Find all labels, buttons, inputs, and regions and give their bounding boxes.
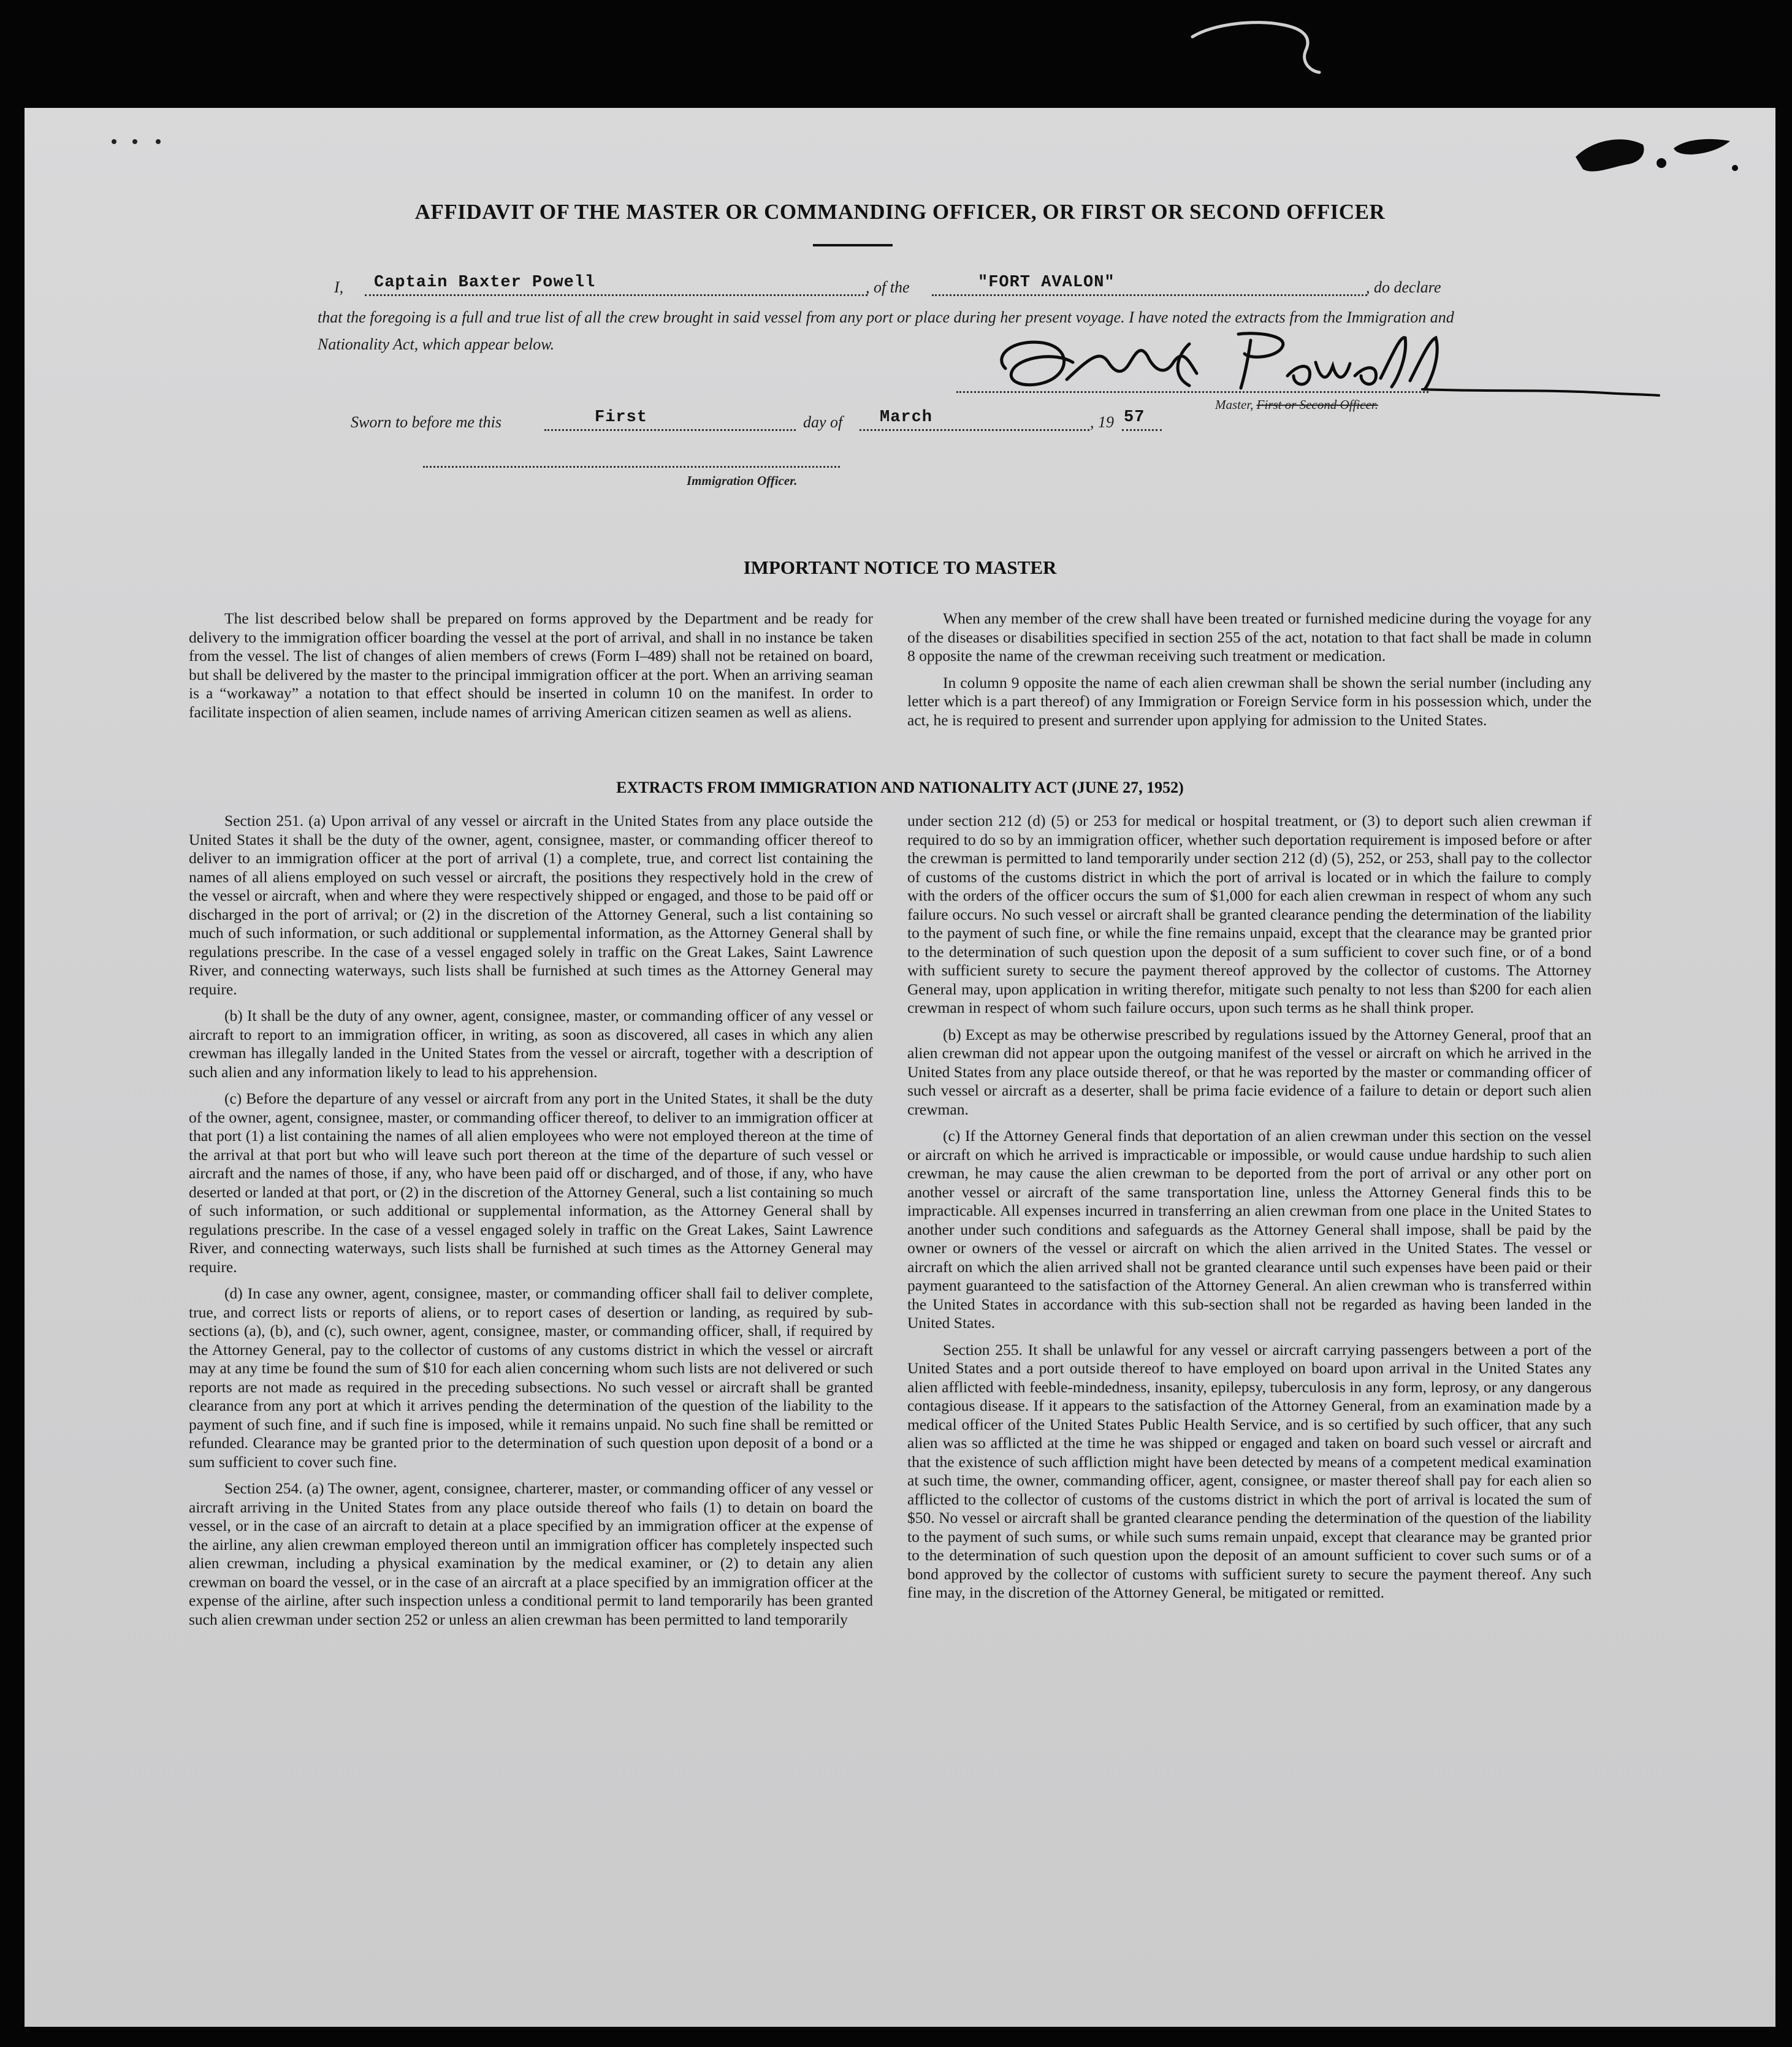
ink-blot-mark (1569, 126, 1753, 181)
act-paragraph: (b) It shall be the duty of any owner, agent, consignee, master, or commanding officer of any vessel or aircraft to report to an immigration officer, in writing, as soon as discovered, all cases in which any alien crewman has illegally landed in the United States from the vessel or aircraft, together with a description of such alien and any information likely to lead to his apprehension. (189, 1007, 873, 1081)
act-paragraph: (d) In case any owner, agent, consignee, master, or commanding officer shall fail to deliver complete, true, and correct lists or reports of aliens, or to report cases of desertion or landing, as required by sub-sections (a), (b), and (c), such owner, agent, consignee, master, or commanding officer, shall, if required by the Attorney General, pay to the collector of customs of any customs district in which the vessel or aircraft may at any time be found the sum of $10 for each alien concerning whom such lists are not delivered or such reports are not made as required in the preceding subsections. No such vessel or aircraft shall be granted clearance from any port at which it arrives pending the determination of the question of the liability to the payment of such fine, and if such fine is imposed, while it remains unpaid. No such fine shall be remitted or refunded. Clearance may be granted prior to the determination of such question upon deposit of a bond or a sum sufficient to cover such fine. (189, 1284, 873, 1471)
declarant-name-value: Captain Baxter Powell (374, 273, 596, 292)
signature-title-label (1215, 397, 1378, 413)
act-paragraph: Section 254. (a) The owner, agent, consignee, charterer, master, or commanding officer of any vessel or aircraft arriving in the United States from any place outside thereof who fails (1) to detain on board the vessel, or in the case of an aircraft to detain at a place specified by an immigration officer at the expense of the airline, any alien crewman employed thereon until an immigration officer has completely inspected such alien crewman, including a physical examination by the medical examiner, or (2) to detain any alien crewman on board the vessel, or in the case of an aircraft at a place specified by an immigration officer at the expense of the airline, after such inspection unless a conditional permit to land temporarily has been granted such alien crewman under section 252 or unless an alien crewman has been permitted to land temporarily (189, 1479, 873, 1628)
act-paragraph: (c) Before the departure of any vessel or aircraft from any port in the United States, it shall be the duty of the owner, agent, consignee, master, or commanding officer thereof, to deliver to an immigration officer at that port (1) a list containing the names of all alien employees who were not employed thereon at the time of the arrival at that port but who will leave such port thereon at the time of the departure of such vessel or aircraft and the names of those, if any, who have been paid off or discharged, and of those, if any, who have deserted or landed at that port, or (2) in the discretion of the Attorney General, such a list containing so much of such information, or such additional or supplemental information, as the Attorney General shall by regulations prescribe. In the case of a vessel engaged solely in traffic on the Great Lakes, Saint Lawrence River, and connecting waterways, such lists shall be furnished at such times as the Attorney General may require. (189, 1089, 873, 1276)
paper-speck-dots (110, 137, 202, 149)
extracts-title: EXTRACTS FROM IMMIGRATION AND NATIONALITY ACT (JUNE 27, 1952) (616, 779, 1184, 796)
sworn-label: Sworn to before me this (351, 413, 502, 431)
act-paragraph: Section 251. (a) Upon arrival of any vessel or aircraft in the United States from any place outside the United States it shall be the duty of the owner, agent, consignee, master, or commanding officer thereof to deliver to an immigration officer at the port of arrival (1) a complete, true, and correct list containing the names of all aliens employed on such vessel or aircraft, the positions they respectively hold in the crew of the vessel or aircraft, when and where they were respectively shipped or engaged, and those to be paid off or discharged in the port of arrival; or (2) in the discretion of the Attorney General, such a list containing so much of such information, or such additional or supplemental information, as the Attorney General shall by regulations prescribe. In the case of a vessel engaged solely in traffic on the Great Lakes, Saint Lawrence River, and connecting waterways, such lists shall be furnished at such times as the Attorney General may require. (189, 812, 873, 998)
notice-paragraph: When any member of the crew shall have been treated or furnished medicine during the voyage for any of the diseases or disabilities specified in section 255 of the act, notation to that fact shall be made in column 8 opposite the name of the crewman receiving such treatment or medication. (907, 609, 1592, 665)
sworn-month-value: March (880, 408, 933, 427)
day-of-label: day of (803, 413, 843, 431)
declarant-name-line (365, 294, 867, 296)
vessel-name-line (932, 294, 1367, 296)
vessel-name-value: "FORT AVALON" (978, 273, 1115, 292)
act-paragraph: (b) Except as may be otherwise prescribed by regulations issued by the Attorney General, proof that an alien crewman did not appear upon the outgoing manifest of the vessel or aircraft on which he arrived in the United States from any place outside thereof, or that he was reported by the master or commanding officer of such vessel or aircraft as a deserter, shall be prima facie evidence of a failure to detain or deport such alien crewman. (907, 1025, 1592, 1118)
struck-officer-label: First or Second Officer. (1256, 397, 1378, 412)
notice-right-column (907, 609, 1592, 738)
notice-paragraph: The list described below shall be prepared on forms approved by the Department and be ready for delivery to the immigration officer boarding the vessel at the port of arrival, and shall in no instance be taken from the vessel. The list of changes of alien members of crews (Form I–489) shall not be retained on board, but shall be delivered by the master to the principal immigration officer at the port. When an arriving seaman is a “workaway” a notation to that effect should be inserted in column 10 on the manifest. In order to facilitate inspection of alien seamen, include names of arriving American citizen seamen as well as aliens. (189, 609, 873, 721)
act-paragraph: (c) If the Attorney General finds that deportation of an alien crewman under this section on the vessel or aircraft on which he arrived is impracticable or impossible, or would cause undue hardship to such alien crewman, he may cause the alien crewman to be deported from the port of arrival or any other port on another vessel or aircraft of the same transportation line, unless the Attorney General finds this to be impracticable. All expenses incurred in transferring an alien crewman from one place in the United States to another under such conditions and safeguards as the Attorney General shall impose, shall be paid by the owner or owners of the vessel or aircraft on which the alien arrived in the United States. The vessel or aircraft on which the alien arrived shall not be granted clearance until such expenses have been paid or their payment guaranteed to the satisfaction of the Attorney General. An alien crewman who is transferred within the United States in accordance with this sub-section shall not be regarded as having been landed in the United States. (907, 1127, 1592, 1332)
do-declare-label: , do declare (1366, 278, 1441, 296)
sworn-day-line (544, 429, 796, 431)
immigration-officer-line (423, 466, 840, 468)
title-rule (813, 244, 893, 246)
signature-mark (969, 319, 1661, 405)
sworn-year-value: 57 (1124, 408, 1145, 427)
notice-title: IMPORTANT NOTICE TO MASTER (743, 557, 1057, 578)
affidavit-title: AFFIDAVIT OF THE MASTER OR COMMANDING OFFICER, OR FIRST OR SECOND OFFICER (414, 200, 1386, 224)
act-paragraph: Section 255. It shall be unlawful for any vessel or aircraft carrying passengers between a port of the United States and a port outside thereof to have employed on board upon arrival in the United States any alien afflicted with feeble-mindedness, insanity, epilepsy, tuberculosis in any form, leprosy, or any dangerous contagious disease. If it appears to the satisfaction of the Attorney General, from an examination made by a medical officer of the United States Public Health Service, and is so certified by such officer, that any such alien was so afflicted at the time he was shipped or engaged and taken on board such vessel or aircraft and that the existence of such affliction might have been detected by means of a competent medical examination at such time, the owner, commanding officer, agent, consignee, or master thereof shall pay for each alien so afflicted to the collector of customs of the customs district in which the port of arrival is located the sum of $50. No vessel or aircraft shall be granted clearance pending the determination of the question of the liability to the payment of such sums, or while such sums remain unpaid, except that clearance may be granted prior to the determination of such question upon the deposit of an amount sufficient to cover such sums or of a bond approved by the collector of customs with sufficient surety to secure the payment thereof. Any such fine may, in the discretion of the Attorney General, be mitigated or remitted. (907, 1340, 1592, 1601)
extracts-right-column (907, 812, 1592, 1611)
extracts-left-column (189, 812, 873, 1637)
notice-left-column (189, 609, 873, 730)
act-paragraph: under section 212 (d) (5) or 253 for medical or hospital treatment, or (3) to deport such alien crewman if required to do so by an immigration officer, whether such deportation requirement is imposed before or after the crewman is permitted to land temporarily under section 212 (d) (5), 252, or 253, shall pay to the collector of customs of the customs district in which the port of arrival is located or in which the failure to comply with the orders of the officer occurs the sum of $1,000 for each alien crewman in respect of whom any such failure occurs. No such vessel or aircraft shall be granted clearance pending the determination of the liability to the payment of such fine, or while the fine remains unpaid, except that the clearance may be granted prior to the determination of such question upon the deposit of a sum sufficient to cover such fine, or of a bond with sufficient surety to secure the payment thereof approved by the collector of customs. The Attorney General may, upon application in writing therefor, mitigate such penalty to not less than $200 for each alien crewman in respect of whom such failure occurs, upon such terms as he shall think proper. (907, 812, 1592, 1016)
year-prefix-label: , 19 (1090, 413, 1114, 431)
declaration-text: that the foregoing is a full and true list of all the crew brought in said vessel from any port or place during her present voyage. I have noted the extracts from the Immigration and Nationality Act, which appear below. (318, 308, 1454, 353)
notice-paragraph: In column 9 opposite the name of each alien crewman shall be shown the serial number (including any letter which is a part thereof) of any Immigration or Foreign Service form in his possession which, under the act, he is required to present and surrender upon applying for admission to the United States. (907, 673, 1592, 729)
pen-scribble-mark (1189, 12, 1330, 86)
master-label: Master, (1215, 397, 1254, 412)
immigration-officer-label: Immigration Officer. (687, 473, 798, 488)
sworn-year-line (1122, 429, 1162, 431)
sworn-day-value: First (595, 408, 648, 427)
i-label: I, (334, 278, 344, 296)
affidavit-page (25, 108, 1775, 2027)
sworn-month-line (860, 429, 1089, 431)
of-the-label: , of the (866, 278, 910, 296)
